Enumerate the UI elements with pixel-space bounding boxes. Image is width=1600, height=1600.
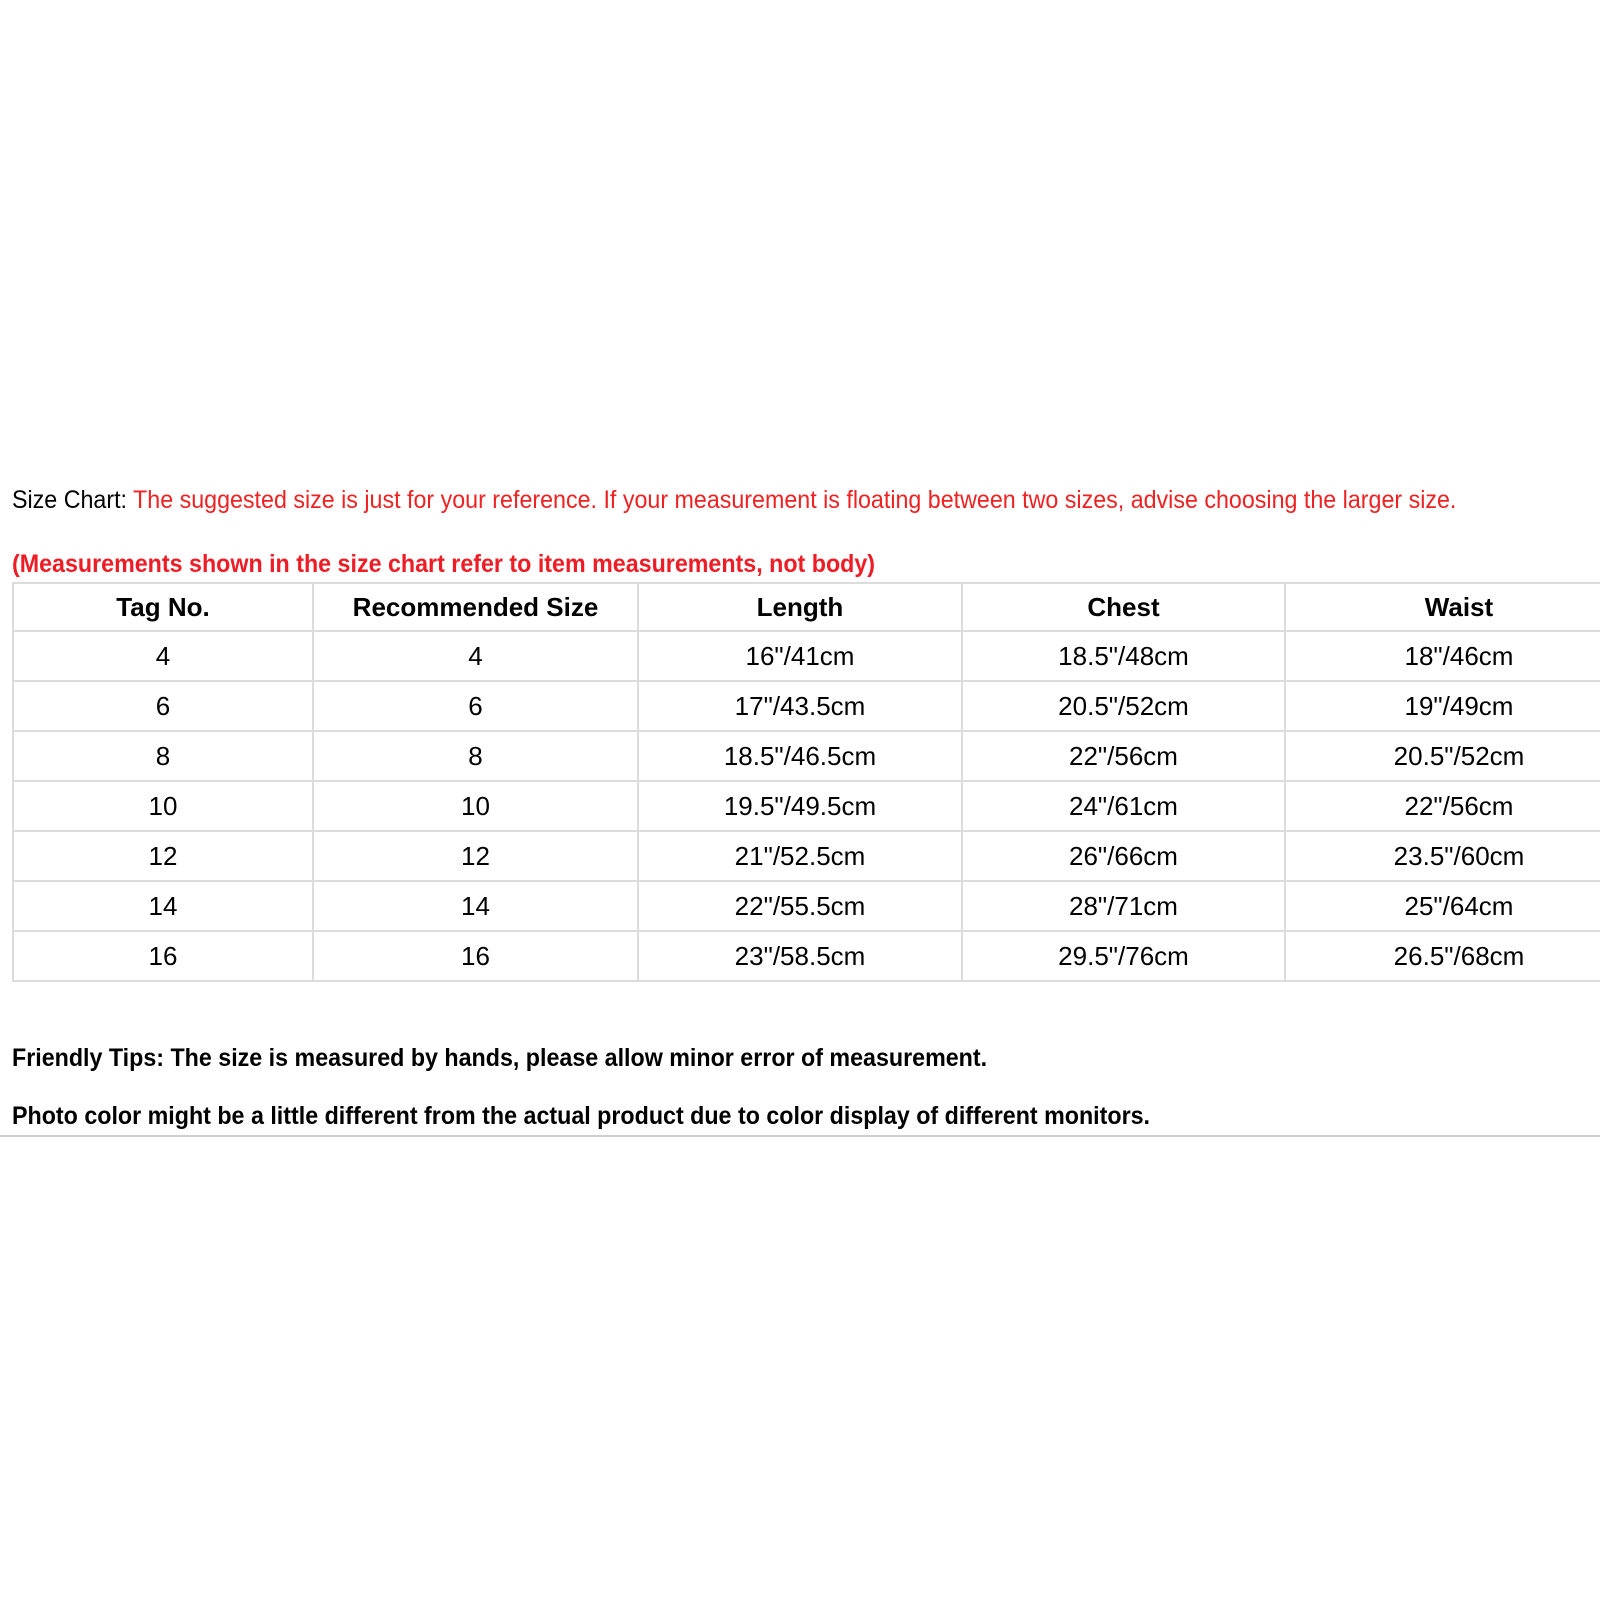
cell-recommended-size: 8	[313, 731, 638, 781]
cell-recommended-size: 4	[313, 631, 638, 681]
cell-tag-no: 10	[13, 781, 313, 831]
cell-chest: 22"/56cm	[962, 731, 1285, 781]
size-chart-intro	[12, 484, 1472, 516]
cell-waist: 23.5"/60cm	[1285, 831, 1600, 881]
cell-chest: 29.5"/76cm	[962, 931, 1285, 981]
cell-recommended-size: 16	[313, 931, 638, 981]
bottom-divider	[0, 1135, 1600, 1137]
header-length: Length	[638, 583, 962, 631]
friendly-tips: Friendly Tips: The size is measured by hands, please allow minor error of measurement.	[12, 1044, 988, 1072]
size-chart-label: Size Chart	[12, 486, 121, 514]
size-chart-separator: :	[120, 486, 134, 514]
size-chart-reference-note: The suggested size is just for your reference. If your measurement is floating between two sizes, advise choosing the larger size.	[133, 486, 1457, 514]
header-tag-no: Tag No.	[13, 583, 313, 631]
cell-length: 18.5"/46.5cm	[638, 731, 962, 781]
cell-tag-no: 16	[13, 931, 313, 981]
table-row	[13, 781, 1600, 831]
cell-recommended-size: 10	[313, 781, 638, 831]
table-row	[13, 681, 1600, 731]
table-row	[13, 881, 1600, 931]
table-header-row	[13, 583, 1600, 631]
cell-tag-no: 8	[13, 731, 313, 781]
cell-chest: 26"/66cm	[962, 831, 1285, 881]
measurement-notice: (Measurements shown in the size chart refer to item measurements, not body)	[12, 550, 876, 578]
table-row	[13, 731, 1600, 781]
table-row	[13, 831, 1600, 881]
cell-chest: 18.5"/48cm	[962, 631, 1285, 681]
table-row	[13, 931, 1600, 981]
cell-length: 22"/55.5cm	[638, 881, 962, 931]
header-chest: Chest	[962, 583, 1285, 631]
cell-tag-no: 12	[13, 831, 313, 881]
size-table	[12, 582, 1600, 982]
header-waist: Waist	[1285, 583, 1600, 631]
cell-waist: 26.5"/68cm	[1285, 931, 1600, 981]
cell-length: 16"/41cm	[638, 631, 962, 681]
cell-waist: 18"/46cm	[1285, 631, 1600, 681]
photo-color-note: Photo color might be a little different from the actual product due to color display of different monitors.	[12, 1102, 1151, 1130]
cell-waist: 22"/56cm	[1285, 781, 1600, 831]
cell-length: 21"/52.5cm	[638, 831, 962, 881]
cell-chest: 24"/61cm	[962, 781, 1285, 831]
cell-recommended-size: 6	[313, 681, 638, 731]
cell-length: 19.5"/49.5cm	[638, 781, 962, 831]
header-recommended-size: Recommended Size	[313, 583, 638, 631]
cell-length: 23"/58.5cm	[638, 931, 962, 981]
cell-waist: 25"/64cm	[1285, 881, 1600, 931]
cell-waist: 19"/49cm	[1285, 681, 1600, 731]
cell-recommended-size: 12	[313, 831, 638, 881]
cell-tag-no: 14	[13, 881, 313, 931]
cell-waist: 20.5"/52cm	[1285, 731, 1600, 781]
cell-chest: 20.5"/52cm	[962, 681, 1285, 731]
cell-chest: 28"/71cm	[962, 881, 1285, 931]
cell-recommended-size: 14	[313, 881, 638, 931]
cell-tag-no: 4	[13, 631, 313, 681]
table-row	[13, 631, 1600, 681]
cell-length: 17"/43.5cm	[638, 681, 962, 731]
cell-tag-no: 6	[13, 681, 313, 731]
